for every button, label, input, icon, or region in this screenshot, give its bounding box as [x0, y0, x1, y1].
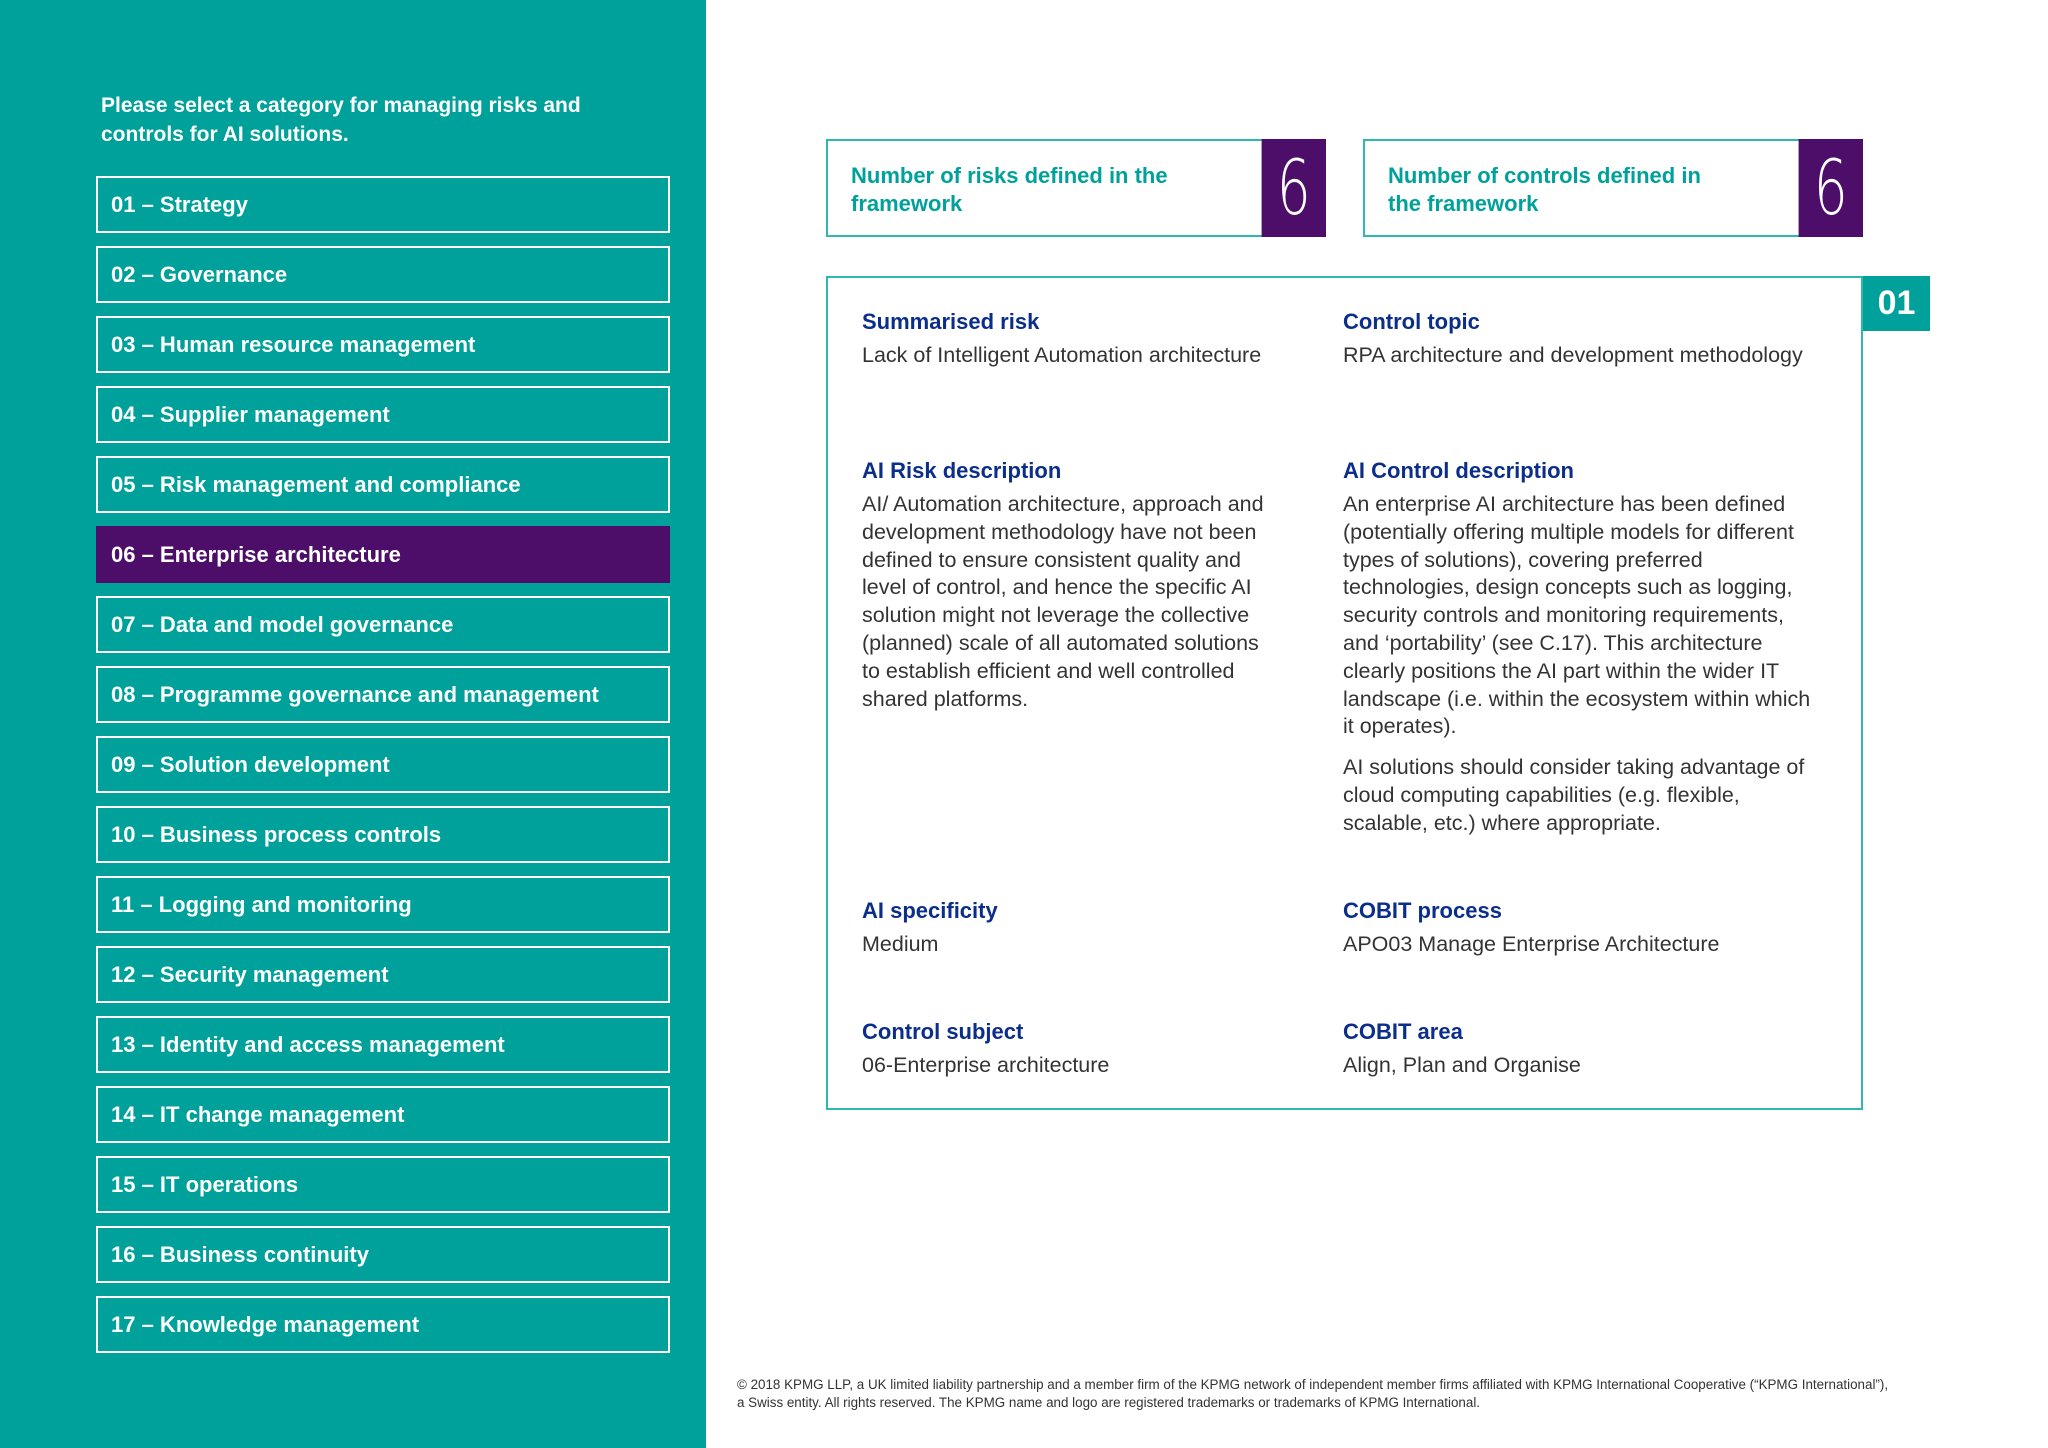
- category-item-enterprise-architecture[interactable]: 06 – Enterprise architecture: [96, 526, 670, 583]
- risk-control-card: [826, 276, 1863, 1110]
- category-item-strategy[interactable]: 01 – Strategy: [96, 176, 670, 233]
- controls-count-box: [1363, 139, 1863, 237]
- ai-risk-description-heading: AI Risk description: [862, 458, 1062, 483]
- ai-control-description-heading: AI Control description: [1343, 458, 1574, 483]
- category-item-risk-management[interactable]: 05 – Risk management and compliance: [96, 456, 670, 513]
- ai-specificity-heading: AI specificity: [862, 898, 998, 923]
- ai-control-description-field: [1343, 457, 1823, 851]
- category-item-knowledge-management[interactable]: 17 – Knowledge management: [96, 1296, 670, 1353]
- category-item-programme-governance[interactable]: 08 – Programme governance and management: [96, 666, 670, 723]
- category-item-security-management[interactable]: 12 – Security management: [96, 946, 670, 1003]
- category-item-human-resource-management[interactable]: 03 – Human resource management: [96, 316, 670, 373]
- controls-count-value: 6: [1799, 139, 1863, 237]
- category-item-supplier-management[interactable]: 04 – Supplier management: [96, 386, 670, 443]
- card-number-tag: 01: [1863, 276, 1930, 331]
- control-topic-value: RPA architecture and development methodology: [1343, 343, 1803, 367]
- cobit-process-heading: COBIT process: [1343, 898, 1502, 923]
- cobit-area-heading: COBIT area: [1343, 1019, 1463, 1044]
- cobit-area-value: Align, Plan and Organise: [1343, 1053, 1581, 1077]
- control-subject-value: 06-Enterprise architecture: [862, 1053, 1110, 1077]
- sidebar-intro: Please select a category for managing risks and controls for AI solutions.: [101, 94, 581, 146]
- category-item-logging-monitoring[interactable]: 11 – Logging and monitoring: [96, 876, 670, 933]
- cobit-process-value: APO03 Manage Enterprise Architecture: [1343, 932, 1720, 956]
- ai-specificity-field: [862, 897, 1282, 959]
- ai-specificity-value: Medium: [862, 932, 939, 956]
- category-item-identity-access-management[interactable]: 13 – Identity and access management: [96, 1016, 670, 1073]
- cobit-area-field: [1343, 1018, 1823, 1080]
- copyright-footer: © 2018 KPMG LLP, a UK limited liability partnership and a member firm of the KPMG network of independent member firms affiliated with KPMG International Cooperative (“KPMG International”), a Swiss entity. All rights reserved. The KPMG name and logo are registered trademarks or trademarks of KPMG International.: [737, 1377, 1889, 1410]
- cobit-process-field: [1343, 897, 1823, 959]
- ai-control-description-paragraph: An enterprise AI architecture has been defined (potentially offering multiple models for different types of solutions), covering preferred technologies, design concepts such as logging, security controls and monitoring requirements, and ‘portability’ (see C.17). This architecture clearly positions the AI part within the wider IT landscape (i.e. within the ecosystem within which it operates).: [1343, 492, 1811, 739]
- category-item-solution-development[interactable]: 09 – Solution development: [96, 736, 670, 793]
- summarised-risk-heading: Summarised risk: [862, 309, 1040, 334]
- ai-control-description-paragraph: AI solutions should consider taking advantage of cloud computing capabilities (e.g. flexible, scalable, etc.) where appropriate.: [1343, 755, 1805, 835]
- control-topic-field: [1343, 308, 1823, 370]
- risks-count-label: Number of risks defined in the framework: [851, 163, 1168, 216]
- control-topic-heading: Control topic: [1343, 309, 1480, 334]
- category-item-it-operations[interactable]: 15 – IT operations: [96, 1156, 670, 1213]
- category-list: [96, 176, 670, 1366]
- controls-count-label: Number of controls defined in the framework: [1388, 163, 1701, 216]
- category-item-governance[interactable]: 02 – Governance: [96, 246, 670, 303]
- control-subject-heading: Control subject: [862, 1019, 1024, 1044]
- category-item-business-continuity[interactable]: 16 – Business continuity: [96, 1226, 670, 1283]
- summarised-risk-value: Lack of Intelligent Automation architecture: [862, 343, 1262, 367]
- category-sidebar: [0, 0, 706, 1448]
- category-item-data-model-governance[interactable]: 07 – Data and model governance: [96, 596, 670, 653]
- risks-count-value: 6: [1262, 139, 1326, 237]
- summarised-risk-field: [862, 308, 1282, 370]
- ai-control-description-value: [1343, 491, 1823, 838]
- ai-risk-description-value: AI/ Automation architecture, approach and development methodology have not been defined to ensure consistent quality and level of control, and hence the specific AI solution might not leverage the collective (planned) scale of all automated solutions to establish efficient and well controlled shared platforms.: [862, 492, 1264, 711]
- category-item-it-change-management[interactable]: 14 – IT change management: [96, 1086, 670, 1143]
- ai-risk-description-field: [862, 457, 1282, 713]
- category-item-business-process-controls[interactable]: 10 – Business process controls: [96, 806, 670, 863]
- control-subject-field: [862, 1018, 1282, 1080]
- risks-count-box: [826, 139, 1326, 237]
